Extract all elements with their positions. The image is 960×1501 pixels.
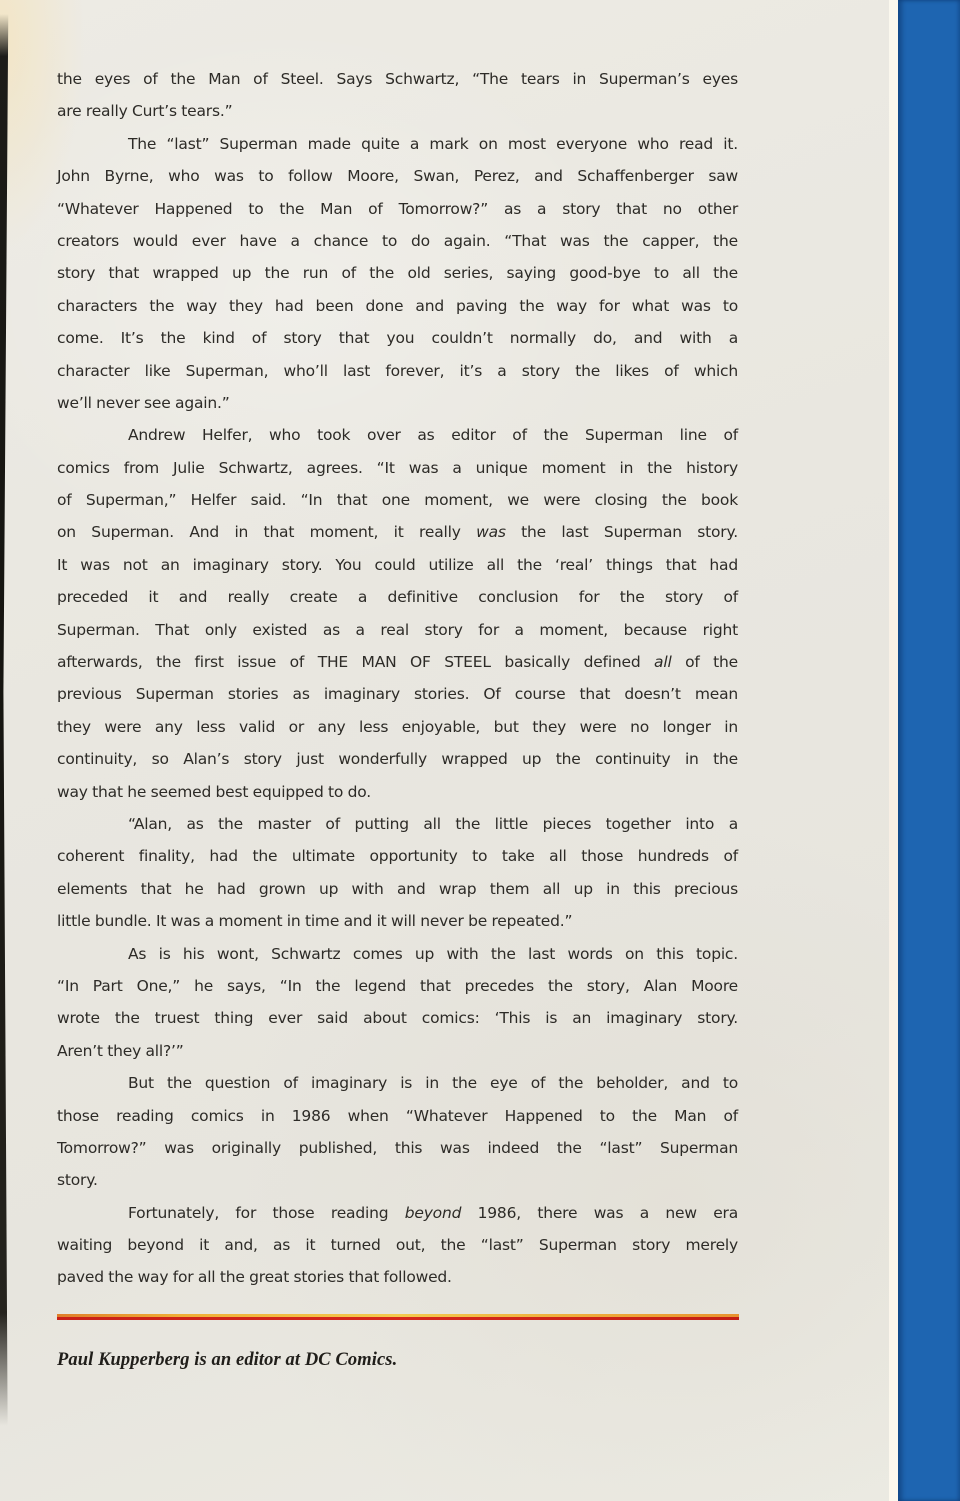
body-text: The “last” Superman made quite a mark on most everyone who read it.	[128, 134, 738, 153]
text-line	[57, 1067, 738, 1099]
text-line	[57, 678, 738, 710]
body-text: the last Superman story.	[505, 523, 738, 542]
body-text: story.	[57, 1171, 98, 1190]
text-line	[57, 484, 738, 516]
body-text: John Byrne, who was to follow Moore, Swan, Perez, and Schaffenberger saw	[57, 167, 738, 186]
text-line	[57, 808, 738, 840]
body-text: we’ll never see again.”	[57, 393, 230, 412]
body-text: Fortunately, for those reading	[128, 1203, 405, 1222]
paragraph	[57, 1197, 738, 1294]
paragraph	[57, 808, 738, 938]
text-line	[57, 905, 738, 937]
body-text: preceded it and really create a definitive conclusion for the story of	[57, 588, 738, 607]
divider-rule	[57, 1314, 739, 1320]
text-line	[57, 549, 738, 581]
body-text: But the question of imaginary is in the eye of the beholder, and to	[128, 1074, 738, 1093]
body-text: “In Part One,” he says, “In the legend that precedes the story, Alan Moore	[57, 976, 738, 995]
body-text: story that wrapped up the run of the old series, saying good-bye to all the	[57, 264, 738, 283]
body-text: continuity, so Alan’s story just wonderfully wrapped up the continuity in the	[57, 750, 738, 769]
text-line	[57, 452, 738, 484]
text-line	[57, 1261, 738, 1293]
text-line	[57, 128, 738, 160]
body-text: wrote the truest thing ever said about comics: ‘This is an imaginary story.	[57, 1009, 738, 1028]
body-text: of Superman,” Helfer said. “In that one moment, we were closing the book	[57, 491, 738, 510]
body-text: 1986, there was a new era	[461, 1203, 738, 1222]
text-line	[57, 581, 738, 613]
body-text: creators would ever have a chance to do again. “That was the capper, the	[57, 231, 738, 250]
body-text: of the	[671, 653, 738, 672]
body-text: It was not an imaginary story. You could utilize all the ‘real’ things that had	[57, 555, 738, 574]
body-text: “Alan, as the master of putting all the little pieces together into a	[128, 814, 738, 833]
body-text: little bundle. It was a moment in time and it will never be repeated.”	[57, 912, 573, 931]
body-text: the eyes of the Man of Steel. Says Schwartz, “The tears in Superman’s eyes	[57, 70, 738, 88]
body-text: Aren’t they all?’”	[57, 1041, 184, 1060]
body-text: those reading comics in 1986 when “Whatever Happened to the Man of	[57, 1106, 738, 1125]
body-text: afterwards, the first issue of THE MAN OF STEEL basically defined	[57, 653, 655, 672]
text-line	[57, 95, 738, 127]
text-line	[57, 516, 738, 548]
text-line	[57, 938, 738, 970]
body-text: elements that he had grown up with and wrap them all up in this precious	[57, 879, 738, 898]
body-text: way that he seemed best equipped to do.	[57, 782, 372, 801]
paragraph	[57, 128, 738, 420]
text-line	[57, 1035, 738, 1067]
paragraph	[57, 938, 738, 1068]
text-line	[57, 419, 738, 451]
body-text: previous Superman stories as imaginary stories. Of course that doesn’t mean	[57, 685, 738, 704]
text-line	[57, 160, 738, 192]
body-text: come. It’s the kind of story that you couldn’t normally do, and with a	[57, 329, 738, 348]
body-text: paved the way for all the great stories that followed.	[57, 1268, 452, 1287]
body-text: waiting beyond it and, as it turned out, the “last” Superman story merely	[57, 1236, 738, 1255]
text-line	[57, 776, 738, 808]
body-text: As is his wont, Schwartz comes up with the last words on this topic.	[128, 944, 738, 963]
page-edge-highlight	[889, 0, 898, 1501]
text-line	[57, 646, 738, 678]
text-line	[57, 1100, 738, 1132]
body-text: “Whatever Happened to the Man of Tomorrow?” as a story that no other	[57, 199, 738, 218]
body-text: character like Superman, who’ll last forever, it’s a story the likes of which	[57, 361, 738, 380]
text-line	[57, 840, 738, 872]
text-line	[57, 1002, 738, 1034]
body-text: they were any less valid or any less enjoyable, but they were no longer in	[57, 717, 738, 736]
binding-shadow	[0, 14, 9, 1426]
body-text: coherent finality, had the ultimate opportunity to take all those hundreds of	[57, 847, 738, 866]
text-line	[57, 225, 738, 257]
body-text: Superman. That only existed as a real story for a moment, because right	[57, 620, 738, 639]
text-line	[57, 193, 738, 225]
italic-text: all	[654, 653, 672, 672]
text-line	[57, 614, 738, 646]
text-line	[57, 290, 738, 322]
article-body	[57, 63, 738, 1294]
italic-text: was	[476, 523, 506, 542]
body-text: comics from Julie Schwartz, agrees. “It was a unique moment in the history	[57, 458, 738, 477]
body-text: Tomorrow?” was originally published, this was indeed the “last” Superman	[57, 1138, 738, 1157]
text-line	[57, 63, 738, 95]
text-line	[57, 873, 738, 905]
italic-text: beyond	[404, 1203, 462, 1222]
text-line	[57, 1132, 738, 1164]
text-line	[57, 257, 738, 289]
credit-line: Paul Kupperberg is an editor at DC Comics.	[57, 1350, 398, 1370]
cover-edge-stripe	[898, 0, 960, 1501]
divider-rule-red	[57, 1317, 739, 1320]
paragraph	[57, 419, 738, 808]
paragraph	[57, 63, 738, 128]
text-line	[57, 387, 738, 419]
paragraph	[57, 1067, 738, 1197]
text-line	[57, 355, 738, 387]
text-line	[57, 1164, 738, 1196]
body-text: are really Curt’s tears.”	[57, 102, 233, 121]
text-line	[57, 1229, 738, 1261]
text-line	[57, 743, 738, 775]
body-text: Andrew Helfer, who took over as editor of the Superman line of	[128, 426, 738, 445]
text-line	[57, 970, 738, 1002]
body-text: characters the way they had been done and paving the way for what was to	[57, 296, 738, 315]
body-text: on Superman. And in that moment, it really	[57, 523, 477, 542]
text-line	[57, 1197, 738, 1229]
text-line	[57, 711, 738, 743]
text-line	[57, 322, 738, 354]
